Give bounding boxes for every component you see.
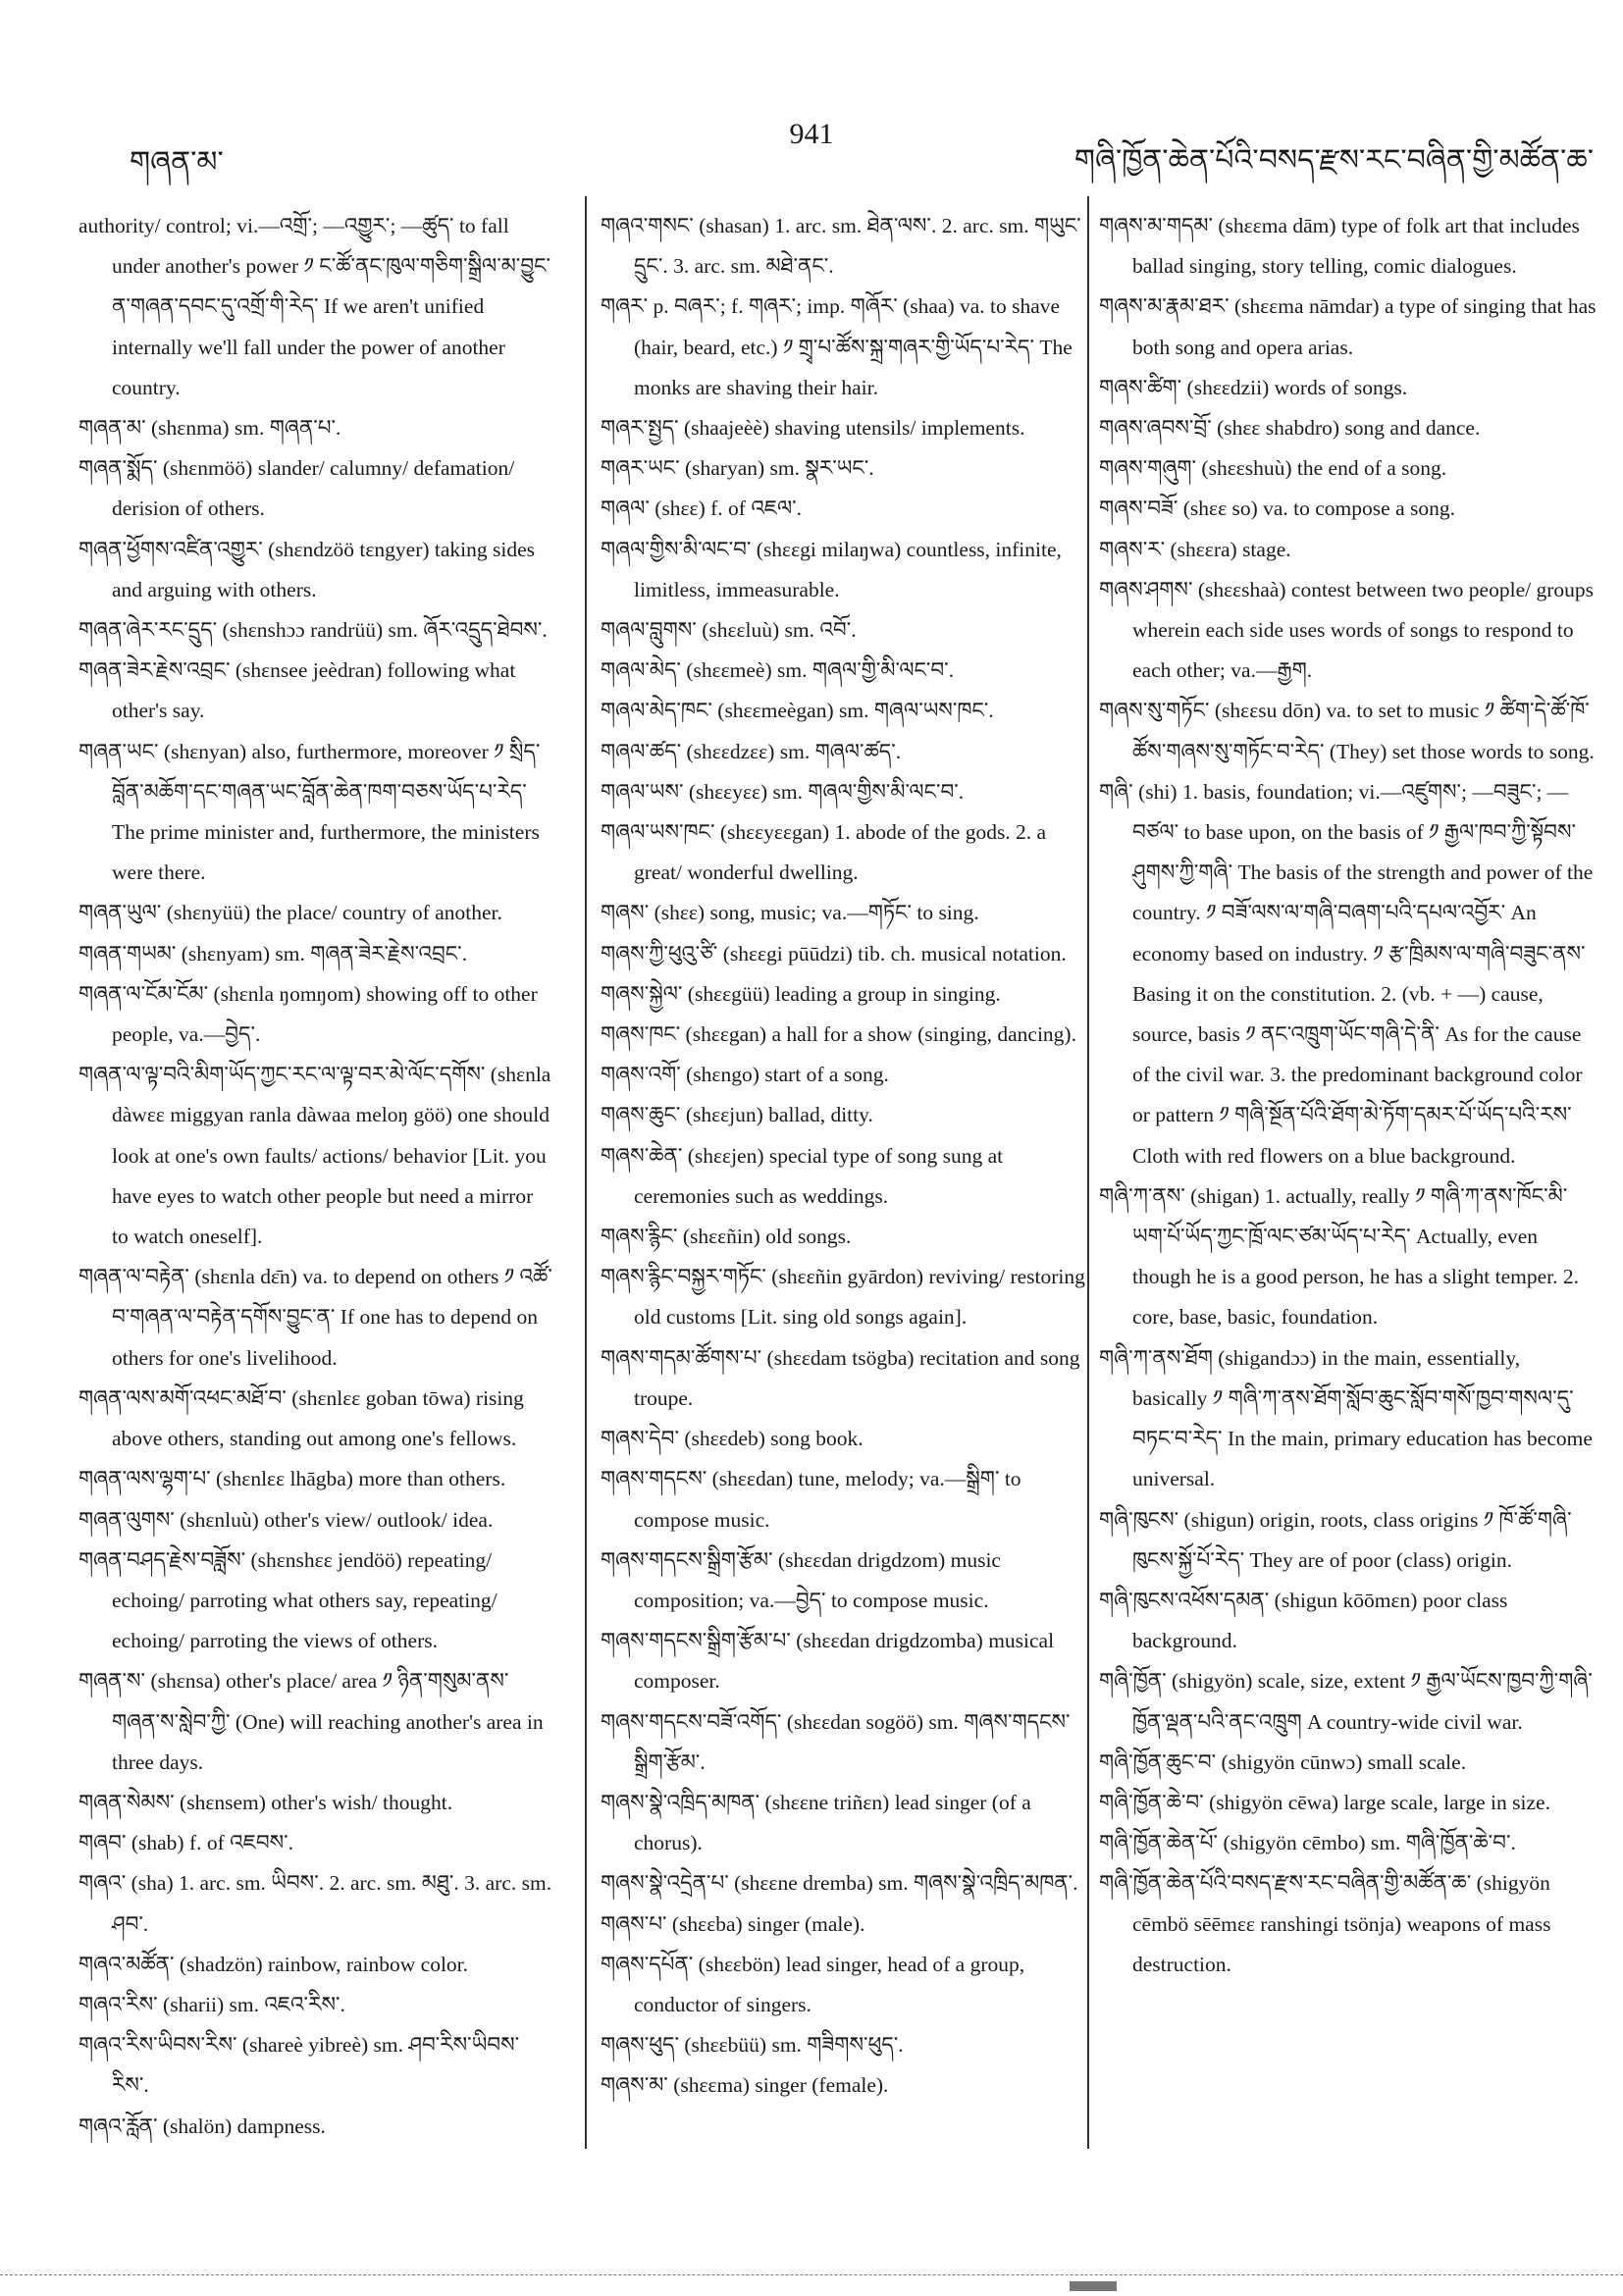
dictionary-entry: གཞལ་ (shɛɛ) f. of འཇལ་. xyxy=(601,496,803,521)
dictionary-entry: གཞི་ཁྱོན་ཆེན་པོའི་བསད་རྫས་རང་བཞིན་གྱི་མཚོན་ཆ་ (shigyön cēmbö sēēmɛɛ ranshingi tsönja) weapons of mass destruction. xyxy=(1099,1871,1551,1976)
dictionary-entry: གཞན་བཤད་རྗེས་བཟློས་ (shɛnshɛɛ jendöö) repeating/ echoing/ parroting what others say, repeating/ echoing/ parroting the views of others. xyxy=(79,1547,497,1653)
dictionary-entry: གཞས་ཆུང་ (shɛɛjun) ballad, ditty. xyxy=(601,1103,873,1127)
dictionary-entry: གཞས་ཁང་ (shɛɛgan) a hall for a show (singing, dancing). xyxy=(601,1022,1076,1047)
dictionary-entry: གཞན་སྨོད་ (shɛnmöö) slander/ calumny/ defamation/ derision of others. xyxy=(79,456,515,521)
dictionary-entry: གཞན་ཡུལ་ (shɛnyüü) the place/ country of another. xyxy=(79,901,502,925)
dictionary-entry: གཞས་བཟོ་ (shɛɛ so) va. to compose a song. xyxy=(1099,496,1455,521)
dictionary-entry: གཞན་ཡང་ (shɛnyan) also, furthermore, moreover ༡ སྲིད་བློན་མཆོག་དང་གཞན་ཡང་བློན་ཆེན་ཁག་བཅས་ཡོད་པ་རེད་ The prime minister and, furthermore, the ministers were there. xyxy=(79,739,541,885)
dictionary-entry: གཞལ་གྱིས་མི་ལང་བ་ (shɛɛgi milaŋwa) countless, infinite, limitless, immeasurable. xyxy=(601,537,1062,601)
dictionary-entry: གཞས་ (shɛɛ) song, music; va.—གཏོང་ to sing. xyxy=(601,901,979,925)
dictionary-entry: གཞན་ཕྱོགས་འཛིན་འགྱུར་ (shɛndzöö tɛngyer) taking sides and arguing with others. xyxy=(79,537,536,601)
dictionary-entry: གཞའ་རིས་ཡིབས་རིས་ (shareè yibreè) sm. ཤབ་རིས་ཡིབས་རིས་. xyxy=(79,2033,520,2098)
dictionary-entry: གཞས་པ་ (shɛɛba) singer (male). xyxy=(601,1911,865,1936)
header-right-headword: གཞི་ཁྱོན་ཆེན་པོའི་བསད་རྫས་རང་བཞིན་གྱི་མཚོན་ཆ་ xyxy=(1073,144,1594,177)
dictionary-entry: གཞས་འགོ་ (shɛngo) start of a song. xyxy=(601,1063,889,1087)
dictionary-entry: གཞི་ཁྱོན་ཆུང་བ་ (shigyön cūnwɔ) small scale. xyxy=(1099,1749,1467,1774)
dictionary-entry: གཞས་ཚིག་ (shɛɛdzii) words of songs. xyxy=(1099,375,1408,399)
dictionary-entry: གཞན་ལས་མགོ་འཕང་མཐོ་བ་ (shɛnlɛɛ goban tōwa) rising above others, standing out among one's fellows. xyxy=(79,1385,524,1451)
dictionary-entry: གཞི་ཁྱོན་ཆེ་བ་ (shigyön cēwa) large scale, large in size. xyxy=(1099,1790,1550,1814)
dictionary-entry: གཞར་སྤྱད་ (shaajeèè) shaving utensils/ implements. xyxy=(601,416,1025,441)
dictionary-entry: གཞལ་མེད་ (shɛɛmeè) sm. གཞལ་གྱི་མི་ལང་བ་. xyxy=(601,658,955,683)
dictionary-entry: གཞས་ཞབས་བྲོ་ (shɛɛ shabdro) song and dance. xyxy=(1099,416,1481,441)
dictionary-entry: གཞར་ཡང་ (sharyan) sm. སྣར་ཡང་. xyxy=(601,456,874,481)
dictionary-entry: གཞས་མ་རྣམ་ཐར་ (shɛɛma nāmdar) a type of singing that has both song and opera arias. xyxy=(1099,294,1597,359)
dictionary-entry: གཞར་ p. བཞར་; f. གཞར་; imp. གཞོར་ (shaa) va. to shave (hair, beard, etc.) ༡ གྲྭ་པ་ཚོས་སྐྲ་གཞར་གྱི་ཡོད་པ་རེད་ The monks are shaving their hair. xyxy=(601,294,1073,399)
dictionary-entry: གཞས་སུ་གཏོང་ (shɛɛsu dōn) va. to set to music ༡ ཚིག་དེ་ཚོ་ཁོ་ཚོས་གཞས་སུ་གཏོང་བ་རེད་ (They) set those words to song. xyxy=(1099,699,1595,763)
dictionary-entry: གཞན་ལ་ལྟ་བའི་མིག་ཡོད་ཀྱང་རང་ལ་ལྟ་བར་མེ་ལོང་དགོས་ (shɛnla dàwɛɛ miggyan ranla dàwaa meloŋ göö) one should look at one's own faults/ actions/ behavior [Lit. you have eyes to watch other people but need a mirror to watch oneself]. xyxy=(79,1063,551,1249)
dictionary-entry: གཞན་ལ་ངོམ་ངོམ་ (shɛnla ŋomŋom) showing off to other people, va.—བྱེད་. xyxy=(79,981,538,1047)
dictionary-entry: གཞན་མ་ (shɛnma) sm. གཞན་པ་. xyxy=(79,416,341,441)
dictionary-entry: གཞན་ཞེར་རང་དྲུད་ (shɛnshɔɔ randrüü) sm. ཞོར་འདྲུད་ཐེབས་. xyxy=(79,618,548,643)
dictionary-entry: གཞའ་ (sha) 1. arc. sm. ཡིབས་. 2. arc. sm. མཐུ་. 3. arc. sm. ཤབ་. xyxy=(79,1871,552,1936)
bottom-rule xyxy=(0,2274,1623,2275)
dictionary-entry: གཞས་གདངས་བཟོ་འགོད་ (shɛɛdan sogöö) sm. གཞས་གདངས་སྒྲིག་རྩོམ་. xyxy=(601,1709,1071,1774)
dictionary-entry: གཞན་ས་ (shɛnsa) other's place/ area ༡ ཉིན་གསུམ་ནས་གཞན་ས་སླེབ་ཀྱི་ (One) will reaching another's area in three days. xyxy=(79,1669,544,1774)
dictionary-entry: གཞལ་མེད་ཁང་ (shɛɛmeègan) sm. གཞལ་ཡས་ཁང་. xyxy=(601,699,994,723)
dictionary-entry: གཞལ་བླུགས་ (shɛɛluù) sm. འབོ་. xyxy=(601,618,857,643)
dictionary-entry: གཞི་ཀ་ནས་ (shigan) 1. actually, really ༡ གཞི་ཀ་ནས་ཁོང་མི་ཡག་པོ་ཡོད་ཀྱང་ཁྲོ་ལང་ཙམ་ཡོད་པ་རེད་ Actually, even though he is a good person, he has a slight temper. 2. core, base, basic, foundation. xyxy=(1099,1183,1580,1330)
dictionary-entry: གཞས་རྙིང་ (shɛɛñin) old songs. xyxy=(601,1225,852,1249)
dictionary-entry: གཞས་གདངས་སྒྲིག་རྩོམ་ (shɛɛdan drigdzom) music composition; va.—བྱེད་ to compose music. xyxy=(601,1547,1001,1612)
dictionary-entry: གཞི་ཁྱོན་ཆེན་པོ་ (shigyön cēmbo) sm. གཞི་ཁྱོན་ཆེ་བ་. xyxy=(1099,1831,1516,1855)
dictionary-entry: གཞའ་མཚོན་ (shadzön) rainbow, rainbow color. xyxy=(79,1952,469,1976)
dictionary-entry: གཞས་དེབ་ (shɛɛdeb) song book. xyxy=(601,1427,864,1451)
dictionary-entry: གཞན་ལས་ལྷག་པ་ (shɛnlɛɛ lhāgba) more than others. xyxy=(79,1467,506,1491)
dictionary-entry: authority/ control; vi.—འགྲོ་; —འགྱུར་; —ཚུད་ to fall under another's power ༡ ང་ཚོ་ནང་ཁུལ་གཅིག་སྒྲིལ་མ་བྱུང་ན་གཞན་དབང་དུ་འགྲོ་གི་རེད་ If we aren't unified internally we'll fall under the power of another country. xyxy=(79,214,551,399)
dictionary-entry: གཞའ་གསང་ (shasan) 1. arc. sm. ཐེན་ལས་. 2. arc. sm. གཡུང་དྲུང་. 3. arc. sm. མཐེ་ནང་. xyxy=(601,214,1081,279)
dictionary-entry: གཞལ་ཡས་ (shɛɛyɛɛ) sm. གཞལ་གྱིས་མི་ལང་བ་. xyxy=(601,779,965,804)
dictionary-entry: གཞའ་རློན་ (shalön) dampness. xyxy=(79,2113,326,2138)
dictionary-entry: གཞའ་རིས་ (sharii) sm. འཇའ་རིས་. xyxy=(79,1992,345,2016)
dictionary-entry: གཞན་ལུགས་ (shɛnluù) other's view/ outlook/ idea. xyxy=(79,1507,494,1532)
column-rule xyxy=(1087,196,1089,2149)
dictionary-entry: གཞབ་ (shab) f. of འཇབས་. xyxy=(79,1831,294,1855)
scan-mark xyxy=(1070,2281,1117,2291)
page-number: 941 xyxy=(789,118,834,150)
dictionary-entry: གཞི་ཁུངས་འཕོས་དམན་ (shigun kōōmɛn) poor class background. xyxy=(1099,1588,1508,1653)
dictionary-entry: གཞི་ཀ་ནས་ཐོག (shigandɔɔ) in the main, essentially, basically ༡ གཞི་ཀ་ནས་ཐོག་སློབ་ཆུང་སློབ་གསོ་ཁྱབ་གསལ་དུ་བཏང་བ་རེད་ In the main, primary education has become universal. xyxy=(1099,1345,1593,1491)
dictionary-entry: གཞལ་ཚད་ (shɛɛdzɛɛ) sm. གཞལ་ཚད་. xyxy=(601,739,902,763)
header-left-headword: གཞན་མ་ xyxy=(130,146,224,179)
column-rule xyxy=(585,196,587,2149)
dictionary-entry: གཞས་ར་ (shɛɛra) stage. xyxy=(1099,537,1291,561)
dictionary-entry: གཞས་གདངས་ (shɛɛdan) tune, melody; va.—སྒྲིག་ to compose music. xyxy=(601,1467,1021,1532)
column-1 xyxy=(79,206,554,2147)
dictionary-entry: གཞས་ཤགས་ (shɛɛshaà) contest between two people/ groups wherein each side uses words of songs to respond to each other; va.—རྒྱག. xyxy=(1099,577,1594,683)
dictionary-entry: གཞས་ཆེན་ (shɛɛjen) special type of song sung at ceremonies such as weddings. xyxy=(601,1143,1004,1208)
dictionary-entry: གཞས་གཞུག་ (shɛɛshuù) the end of a song. xyxy=(1099,456,1447,481)
dictionary-entry: གཞན་ཟེར་རྗེས་འབྲང་ (shɛnsee jeèdran) following what other's say. xyxy=(79,658,516,723)
dictionary-entry: གཞི་ཁྱོན་ (shigyön) scale, size, extent ༡ རྒྱལ་ཡོངས་ཁྱབ་ཀྱི་གཞི་ཁྱོན་ལྡན་པའི་ནང་འཁྲུག A country-wide civil war. xyxy=(1099,1669,1593,1734)
dictionary-entry: གཞས་སྣེ་འདྲེན་པ་ (shɛɛne dremba) sm. གཞས་སྣེ་འཁྲིད་མཁན་. xyxy=(601,1871,1078,1896)
dictionary-entry: གཞན་སེམས་ (shɛnsem) other's wish/ thought. xyxy=(79,1790,453,1814)
dictionary-entry: གཞལ་ཡས་ཁང་ (shɛɛyɛɛgan) 1. abode of the gods. 2. a great/ wonderful dwelling. xyxy=(601,820,1047,885)
dictionary-entry: གཞས་ཕུད་ (shɛɛbüü) sm. གཟིགས་ཕུད་. xyxy=(601,2033,904,2058)
dictionary-entry: གཞས་རྙིང་བསྐྱར་གཏོང་ (shɛɛñin gyārdon) reviving/ restoring old customs [Lit. sing old songs again]. xyxy=(601,1265,1085,1330)
dictionary-entry: གཞས་སྣེ་འཁྲིད་མཁན་ (shɛɛne triñɛn) lead singer (of a chorus). xyxy=(601,1790,1031,1855)
dictionary-entry: གཞས་གདངས་སྒྲིག་རྩོམ་པ་ (shɛɛdan drigdzomba) musical composer. xyxy=(601,1629,1055,1694)
dictionary-entry: གཞས་གདམ་ཚོགས་པ་ (shɛɛdam tsögba) recitation and song troupe. xyxy=(601,1345,1080,1410)
dictionary-entry: གཞས་མ་ (shɛɛma) singer (female). xyxy=(601,2073,889,2098)
dictionary-entry: གཞས་དཔོན་ (shɛɛbön) lead singer, head of a group, conductor of singers. xyxy=(601,1952,1025,2016)
dictionary-entry: གཞི་ཁུངས་ (shigun) origin, roots, class origins ༡ ཁོ་ཚོ་གཞི་ཁུངས་སྐྱོ་པོ་རེད་ They are of poor (class) origin. xyxy=(1099,1507,1572,1572)
dictionary-entry: གཞན་གཡམ་ (shɛnyam) sm. གཞན་ཟེར་རྗེས་འབྲང་. xyxy=(79,941,468,965)
dictionary-entry: གཞས་སྐྱེལ་ (shɛɛgüü) leading a group in singing. xyxy=(601,981,1001,1006)
column-2 xyxy=(601,206,1091,2107)
dictionary-entry: གཞན་ལ་བརྟེན་ (shɛnla dɛ̄n) va. to depend on others ༡ འཚོ་བ་གཞན་ལ་བརྟེན་དགོས་བྱུང་ན་ If one has to depend on others for one's livelihood. xyxy=(79,1265,552,1370)
dictionary-entry: གཞས་ཀྱི་ཕུའུ་ཙི་ (shɛɛgi pūūdzi) tib. ch. musical notation. xyxy=(601,941,1067,965)
column-3 xyxy=(1099,206,1597,1985)
dictionary-entry: གཞི་ (shi) 1. basis, foundation; vi.—འཛུགས་; —བཟུང་; —བཙལ་ to base upon, on the basis of ༡ རྒྱལ་ཁབ་ཀྱི་སྟོབས་ཤུགས་ཀྱི་གཞི་ The basis of the strength and power of the country. ༡ བཟོ་ལས་ལ་གཞི་བཞག་པའི་དཔལ་འབྱོར་ An economy based on industry. ༡ རྩ་ཁྲིམས་ལ་གཞི་བཟུང་ནས་ Basing it on the constitution. 2. (vb. + —) cause, source, basis ༡ ནང་འཁྲུག་ཡོང་གཞི་དེ་ནི་ As for the cause of the civil war. 3. the predominant background color or pattern ༡ གཞི་སྔོན་པོའི་ཐོག་མེ་ཏོག་དམར་པོ་ཡོད་པའི་རས་ Cloth with red flowers on a blue background. xyxy=(1099,779,1594,1168)
dictionary-entry: གཞས་མ་གདམ་ (shɛɛma dām) type of folk art that includes ballad singing, story telling, comic dialogues. xyxy=(1099,214,1580,279)
